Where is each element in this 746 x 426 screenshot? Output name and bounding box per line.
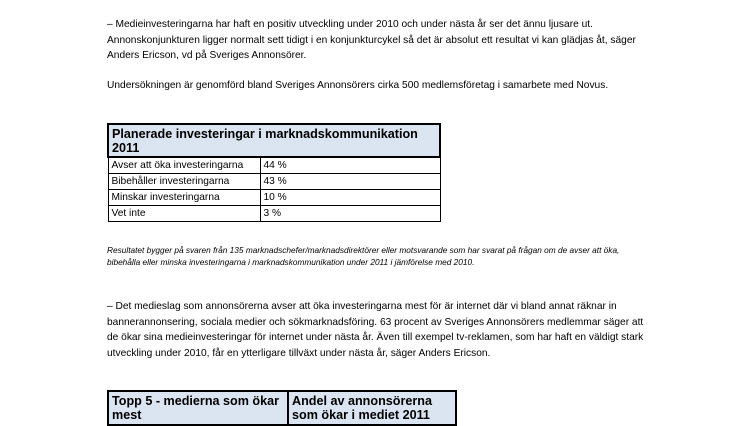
row-label: Avser att öka investeringarna [108, 157, 260, 174]
table-row [108, 157, 440, 174]
investment-plans-table [107, 123, 441, 222]
table-row [108, 206, 440, 222]
row-value: 43 % [260, 174, 440, 190]
row-label: Bibehåller investeringarna [108, 174, 260, 190]
survey-footnote: Resultatet bygger på svaren från 135 marknadschefer/marknadsdirektörer eller motsvarande som har svarat på frågan om de avser att öka, bibehålla eller minska investeringarna i marknadskommunikation under 2011 i jämförelse med 2010. [107, 245, 620, 267]
table-row [108, 174, 440, 190]
top5-header-left: Topp 5 - medierna som ökar mest [108, 391, 288, 425]
intro-paragraph: – Medieinvesteringarna har haft en positiv utveckling under 2010 och under nästa år ser det ännu ljusare ut. Annonskonjunkturen ligger normalt sett tidigt i en konjunkturcykel så det är absolut ett resultat vi kan glädjas åt, säger Anders Ericson, vd på Sveriges Annonsörer. [107, 19, 636, 61]
row-value: 10 % [260, 190, 440, 206]
row-label: Vet inte [108, 206, 260, 222]
row-value: 44 % [260, 157, 440, 174]
investment-table-header: Planerade investeringar i marknadskommunikation 2011 [108, 124, 440, 157]
survey-paragraph: Undersökningen är genomförd bland Sveriges Annonsörers cirka 500 medlemsföretag i samarbete med Novus. [107, 80, 609, 91]
table-row [108, 190, 440, 206]
row-value: 3 % [260, 206, 440, 222]
internet-paragraph: – Det medieslag som annonsörerna avser att öka investeringarna mest för är internet där vi bland annat räknar in bannerannonsering, sociala medier och sökmarknadsföring. 63 procent av Sveriges Annonsörers medlemmar säger att de ökar sina medieinvesteringar för internet under nästa år. Även till exempel tv-reklamen, som har haft en väldigt stark utveckling under 2010, får en ytterligare tillväxt under nästa år, säger Anders Ericson. [107, 301, 644, 359]
top5-media-table [107, 390, 457, 426]
top5-header-right: Andel av annonsörerna som ökar i mediet 2011 [288, 391, 456, 425]
row-label: Minskar investeringarna [108, 190, 260, 206]
